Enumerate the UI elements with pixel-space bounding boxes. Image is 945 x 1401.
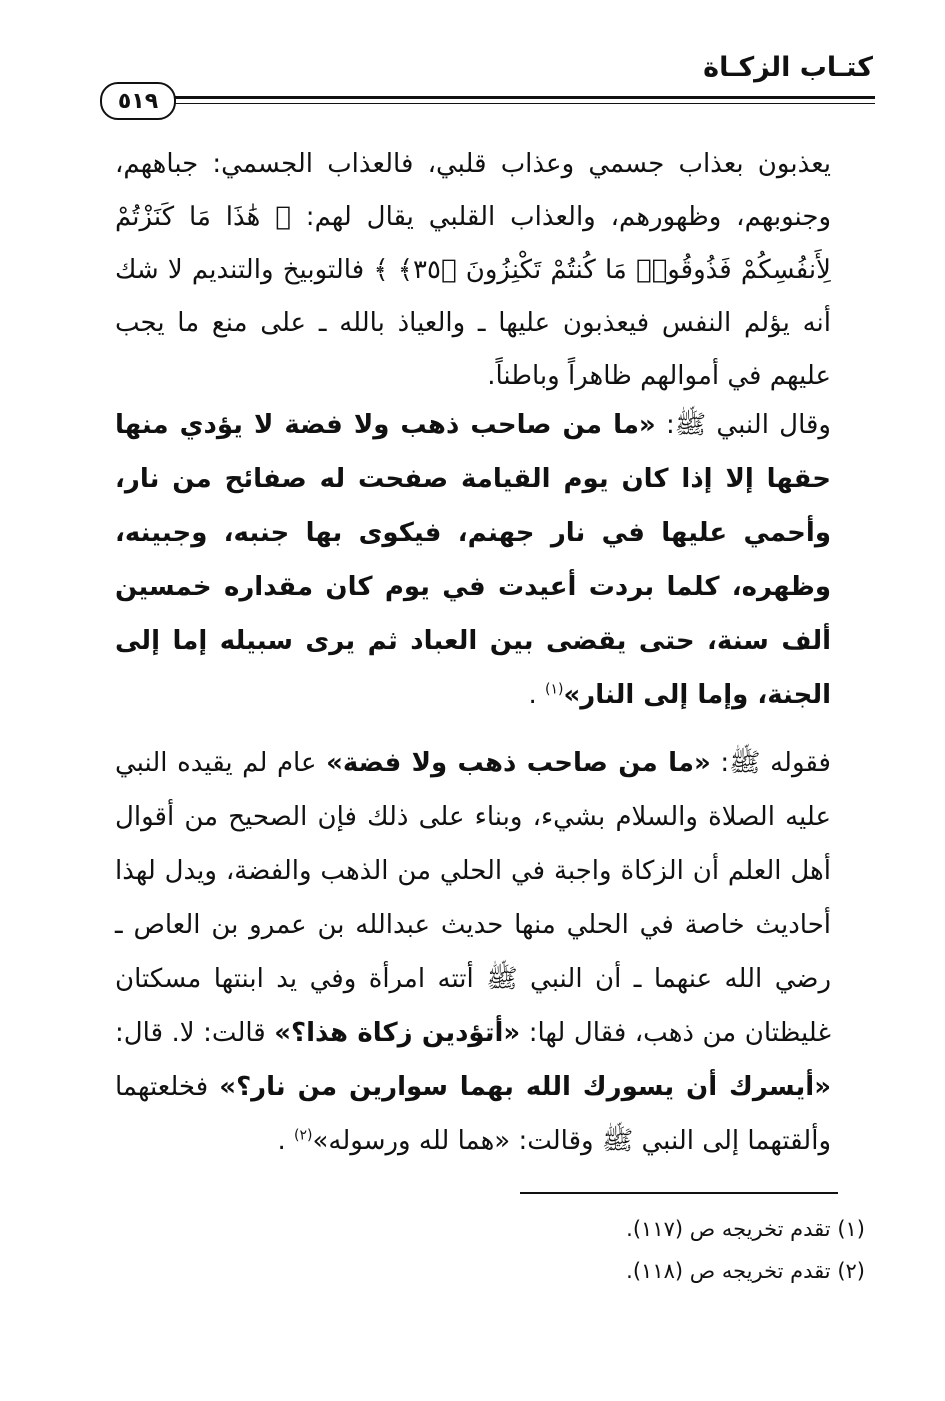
footnote-ref-1: (١) <box>544 681 564 698</box>
quran-verse: ﴿ هَٰذَا مَا كَنَزْتُمْ لِأَنفُسِكُمْ فَذُوقُوا۟ مَا كُنتُمْ تَكْنِزُونَ ﴿٣٥﴾ ﴾ <box>115 202 831 285</box>
paragraph-2-intro: وقال النبي ﷺ: <box>655 410 831 440</box>
footnotes <box>365 1208 865 1292</box>
paragraph-1-text-before: يعذبون بعذاب جسمي وعذاب قلبي، فالعذاب الجسمي: جباههم، وجنوبهم، وظهورهم، والعذاب القلبي يقال لهم: <box>115 149 831 232</box>
paragraph-3-text-2: قالت: لا. قال: <box>115 1018 275 1048</box>
footnote-1: (١) تقدم تخريجه ص (١١٧). <box>626 1217 865 1241</box>
paragraph-1 <box>115 138 831 403</box>
paragraph-3-text-3: فخلعتهما وألقتهما إلى النبي ﷺ وقالت: <box>115 1072 831 1156</box>
paragraph-1-text-after: فالتوبيخ والتنديم لا شك أنه يؤلم النفس فيعذبون عليها ـ والعياذ بالله ـ على منع ما يجب عليهم في أموالهم ظاهراً وباطناً. <box>115 255 831 391</box>
hadith-quote-2: «أتؤدين زكاة هذا؟» <box>274 1018 521 1048</box>
paragraph-3-intro: فقوله ﷺ: <box>710 748 831 778</box>
header-rule-thin <box>160 103 875 104</box>
footnote-2: (٢) تقدم تخريجه ص (١١٨). <box>626 1259 865 1283</box>
paragraph-2 <box>115 398 831 722</box>
header-rule-thick <box>160 96 875 99</box>
paragraph-3-end: . <box>277 1126 295 1156</box>
hadith-quote-3: «أيسرك أن يسورك الله بهما سوارين من نار؟» <box>219 1072 831 1102</box>
footnote-ref-2: (٢) <box>294 1127 313 1144</box>
paragraph-3 <box>115 736 831 1168</box>
hadith-text: «ما من صاحب ذهب ولا فضة لا يؤدي منها حقها إلا إذا كان يوم القيامة صفحت له صفائح من نار، وأحمي عليها في نار جهنم، فيكوى بها جنبه، وجبينه، وظهره، كلما بردت أعيدت في يوم كان مقداره خمسين ألف سنة، حتى يقضى بين العباد ثم يرى سبيله إما إلى الجنة، وإما إلى النار» <box>115 410 831 710</box>
hadith-quote-1: «ما من صاحب ذهب ولا فضة» <box>326 748 711 778</box>
page-number: ٥١٩ <box>100 82 176 120</box>
paragraph-3-text-1: عام لم يقيده النبي عليه الصلاة والسلام بشيء، وبناء على ذلك فإن الصحيح من أقوال أهل العلم أن الزكاة واجبة في الحلي من الذهب والفضة، ويدل لهذا أحاديث خاصة في الحلي منها حديث عبدالله بن عمرو بن العاص ـ رضي الله عنهما ـ أن النبي ﷺ أتته امرأة وفي يد ابنتها مسكتان غليظتان من ذهب، فقال لها: <box>115 748 831 1048</box>
running-title: كتـاب الزكـاة <box>703 52 873 83</box>
quote-text: «هما لله ورسوله» <box>312 1126 511 1156</box>
footnote-separator <box>520 1192 838 1194</box>
paragraph-2-end: . <box>528 680 545 710</box>
